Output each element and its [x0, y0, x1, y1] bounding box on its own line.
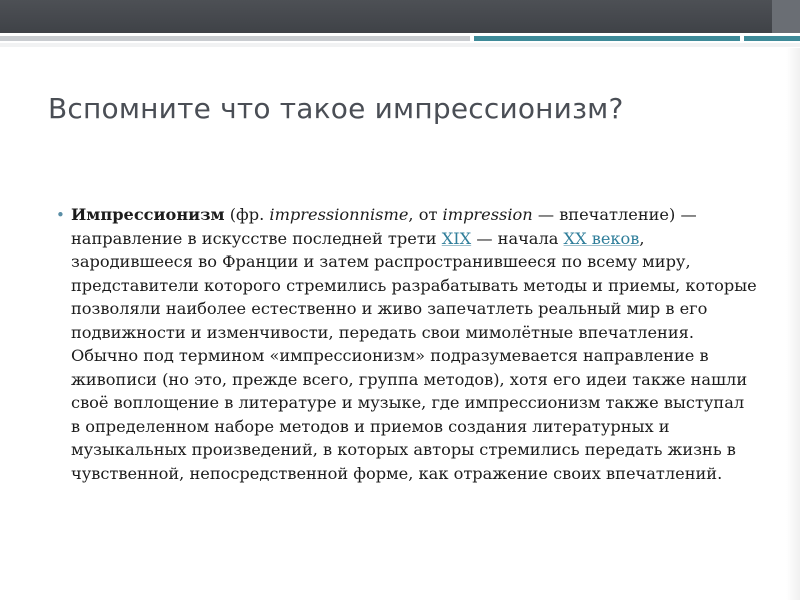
page-shadow [786, 48, 800, 600]
definition-text-c: , зародившееся во Франции и затем распространившееся по всему миру, представители которого стремились разрабатывать методы и приемы, которые позволяли наиболее естественно и живо запечатлеть реальный мир в его подвижности и изменчивости, передать свои мимолётные впечатления. Обычно под термином «импрессионизм» подразумевается направление в живописи (но это, прежде всего, группа методов), хотя его идеи также нашли своё воплощение в литературе и музыке, где импрессионизм также выступал в определенном наборе методов и приемов создания литературных и музыкальных произведений, в которых авторы стремились передать жизнь в чувственной, непосредственной форме, как отражение своих впечатлений. [71, 228, 757, 483]
accent-underline [0, 43, 800, 47]
definition-paragraph [71, 203, 757, 485]
accent-segment-teal-end [744, 36, 800, 41]
from-text: , от [408, 205, 443, 224]
word-french: impression [442, 205, 533, 224]
link-xx-centuries[interactable]: XX веков [563, 228, 640, 248]
accent-segment-grey [0, 36, 470, 41]
definition-text-a: — впечатление) — направление в искусстве последней трети [71, 205, 697, 248]
header-band [0, 0, 800, 33]
content-body [57, 203, 757, 485]
term-french: impressionnisme [269, 205, 409, 224]
term-bold: Импрессионизм [71, 205, 225, 224]
definition-text-b: — начала [471, 228, 564, 248]
bullet-marker: • [56, 206, 65, 224]
accent-segment-teal [474, 36, 740, 41]
header-band-corner [772, 0, 800, 33]
link-xix-century[interactable]: XIX [441, 228, 472, 248]
slide-title: Вспомните что такое импрессионизм? [48, 92, 624, 125]
paren-open-text: (фр. [224, 205, 270, 224]
